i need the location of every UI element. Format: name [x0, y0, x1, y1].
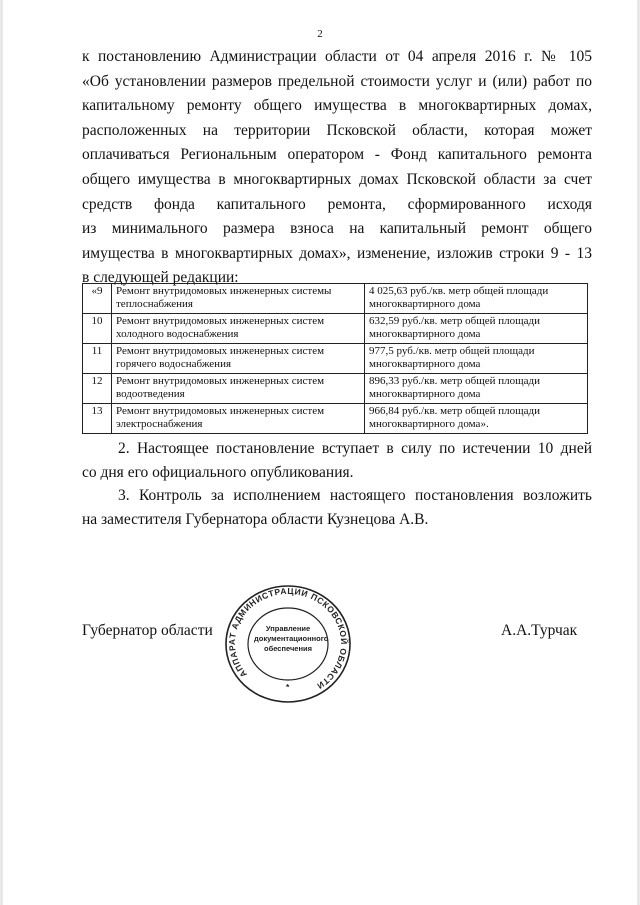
cost-value: 632,59 руб./кв. метр общей площади многоквартирного дома [365, 314, 588, 344]
stamp-center-text [254, 624, 329, 654]
work-description: Ремонт внутридомовых инженерных систем электроснабжения [112, 404, 365, 434]
row-number: 10 [83, 314, 112, 344]
cost-value: 966,84 руб./кв. метр общей площади многоквартирного дома». [365, 404, 588, 434]
intro-line: общего имущества в многоквартирных домах Псковской области за счет [82, 170, 592, 188]
table-row [83, 284, 588, 314]
official-stamp [214, 580, 362, 708]
paragraph-line: на заместителя Губернатора области Кузнецова А.В. [82, 511, 429, 528]
table-row [83, 314, 588, 344]
intro-line: средств фонда капитального ремонта, сформированного исходя [82, 195, 592, 213]
paragraph-line: со дня его официального опубликования. [82, 464, 354, 481]
stamp-inner-line: Управление [265, 624, 311, 633]
intro-line: «Об установлении размеров предельной стоимости услуг и (или) работ по [82, 72, 592, 90]
stamp-ring-textpath: АППАРАТ АДМИНИСТРАЦИИ ПСКОВСКОЙ ОБЛАСТИ [226, 585, 350, 692]
stamp-inner-line: документационного [254, 634, 329, 643]
row-number: «9 [83, 284, 112, 314]
cost-value: 977,5 руб./кв. метр общей площади многоквартирного дома [365, 344, 588, 374]
intro-line: к постановлению Администрации области от 04 апреля 2016 г. № 105 [82, 48, 592, 65]
paragraph-line: 2. Настоящее постановление вступает в силу по истечении 10 дней [118, 440, 592, 457]
work-description: Ремонт внутридомовых инженерных систем водоотведения [112, 374, 365, 404]
stamp-inner-line: обеспечения [263, 644, 312, 653]
intro-paragraph [82, 45, 592, 291]
signatory-name: А.А.Турчак [501, 622, 578, 639]
intro-line: капитальному ремонту общего имущества в многоквартирных домах, [82, 97, 592, 115]
paragraph-line: 3. Контроль за исполнением настоящего постановления возложить [118, 487, 592, 504]
page-number: 2 [317, 28, 323, 40]
row-number: 13 [83, 404, 112, 434]
stamp-star: * [286, 682, 290, 692]
intro-line: оплачиваться Региональным оператором - Фонд капитального ремонта [82, 146, 592, 164]
intro-line: имущества в многоквартирных домах», изменение, изложив строки 9 - 13 [82, 244, 592, 262]
paragraph-effective-date [82, 437, 592, 485]
cost-table [82, 283, 588, 434]
row-number: 12 [83, 374, 112, 404]
work-description: Ремонт внутридомовых инженерных систем горячего водоснабжения [112, 344, 365, 374]
cost-value: 896,33 руб./кв. метр общей площади многоквартирного дома [365, 374, 588, 404]
paragraph-control [82, 484, 592, 532]
cost-value: 4 025,63 руб./кв. метр общей площади многоквартирного дома [365, 284, 588, 314]
row-number: 11 [83, 344, 112, 374]
work-description: Ремонт внутридомовых инженерных системы теплоснабжения [112, 284, 365, 314]
scan-edge-left [0, 0, 3, 905]
table-row [83, 374, 588, 404]
intro-line: расположенных на территории Псковской области, которая может [82, 121, 592, 139]
intro-line: в следующей редакции: [82, 269, 239, 287]
table-row [83, 344, 588, 374]
work-description: Ремонт внутридомовых инженерных систем холодного водоснабжения [112, 314, 365, 344]
intro-line: из минимального размера взноса на капитальный ремонт общего [82, 220, 592, 238]
table-row [83, 404, 588, 434]
signatory-title: Губернатор области [82, 622, 213, 639]
